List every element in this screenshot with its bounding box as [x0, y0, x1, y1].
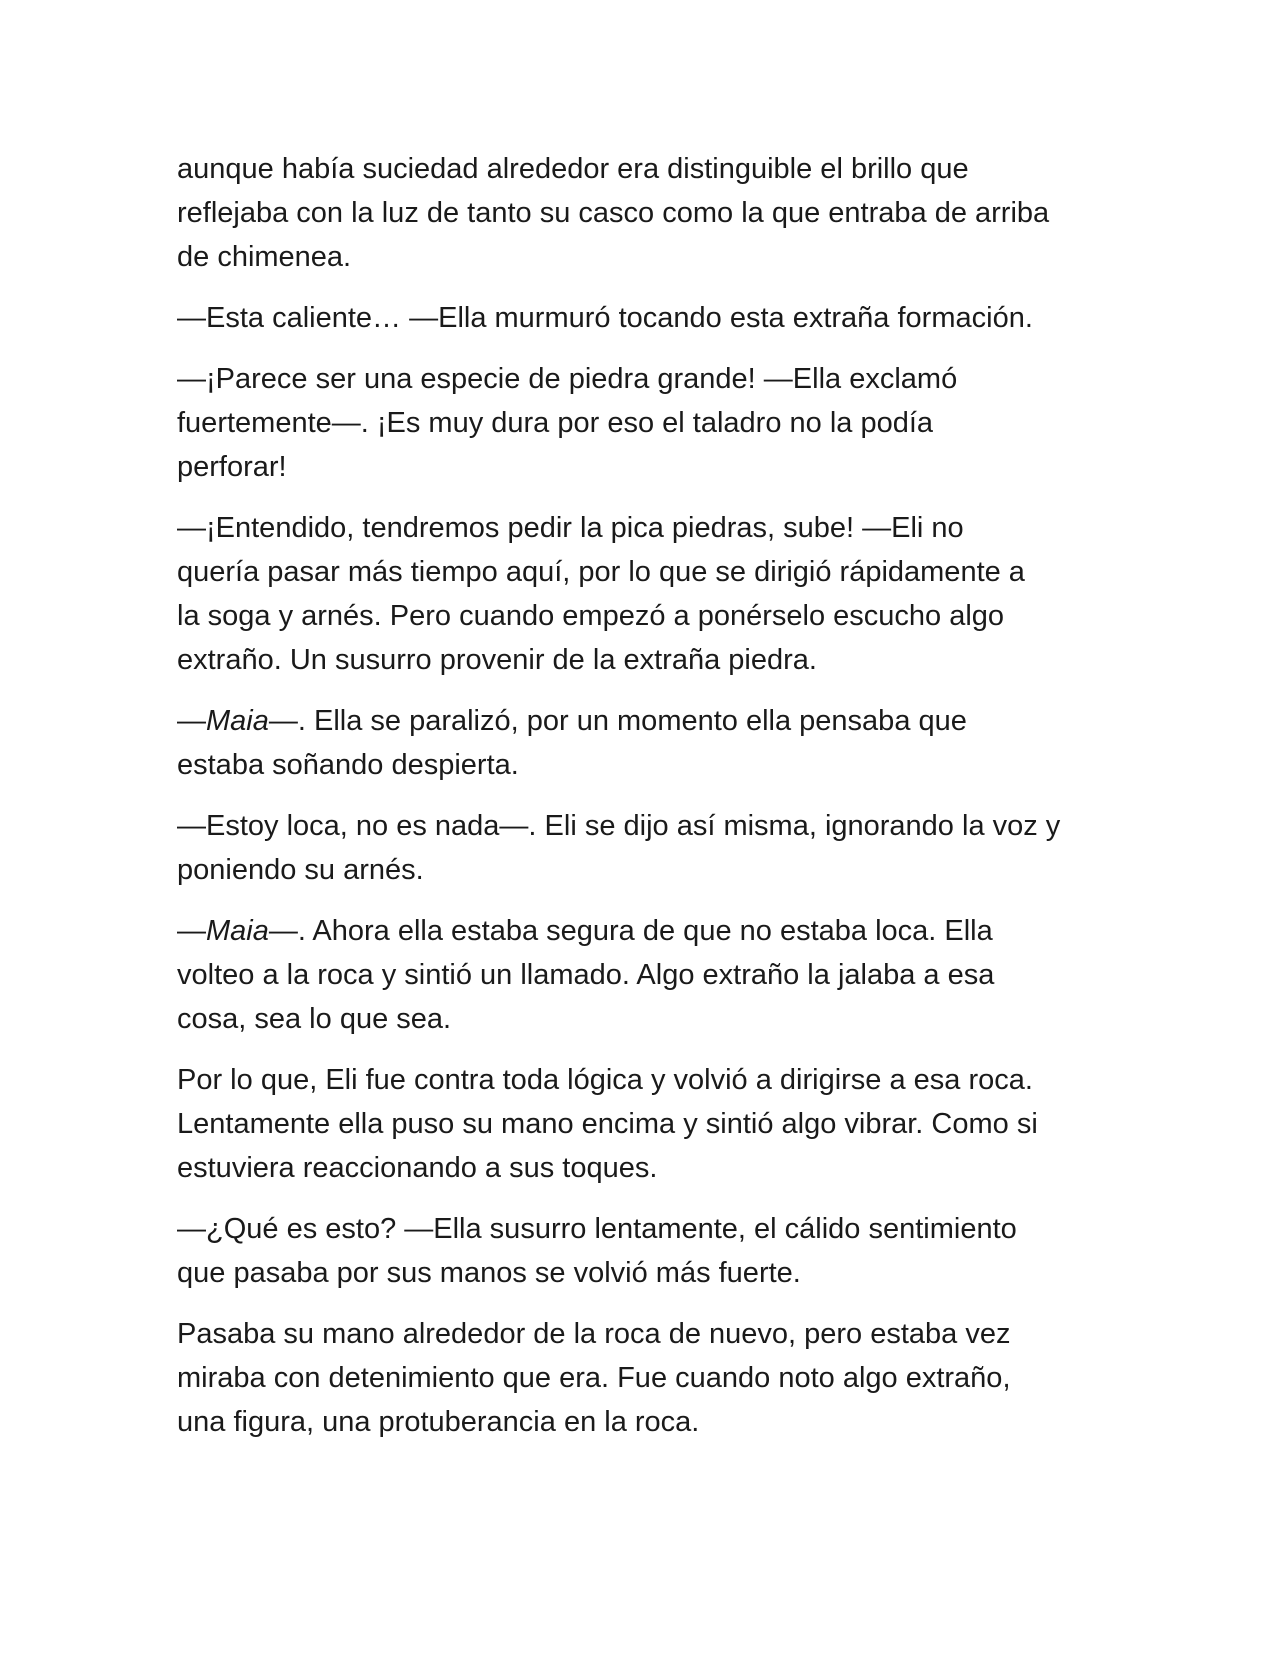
text-line: miraba con detenimiento que era. Fue cuando noto algo extraño,: [177, 1362, 1011, 1394]
paragraph-5: [177, 699, 1117, 787]
line-remainder: —. Ahora ella estaba segura de que no estaba loca. Ella: [268, 915, 993, 947]
document-body: [177, 147, 1117, 1461]
text-line: poniendo su arnés.: [177, 854, 424, 886]
text-line: cosa, sea lo que sea.: [177, 1003, 452, 1035]
paragraph-4: [177, 506, 1117, 682]
paragraph-8: [177, 1058, 1117, 1190]
paragraph-9: [177, 1207, 1117, 1295]
line-remainder: —. Ella se paralizó, por un momento ella pensaba que: [268, 705, 967, 737]
text-line: [177, 699, 1117, 743]
text-line: —Estoy loca, no es nada—. Eli se dijo así misma, ignorando la voz y: [177, 810, 1061, 842]
paragraph-10: [177, 1312, 1117, 1444]
paragraph-6: [177, 804, 1117, 892]
text-line: [177, 909, 1117, 953]
text-line: de chimenea.: [177, 241, 352, 273]
paragraph-2: [177, 296, 1117, 340]
text-line: reflejaba con la luz de tanto su casco como la que entraba de arriba: [177, 197, 1050, 229]
italic-name: Maia: [206, 915, 269, 947]
text-line: aunque había suciedad alrededor era distinguible el brillo que: [177, 153, 969, 185]
text-line: volteo a la roca y sintió un llamado. Algo extraño la jalaba a esa: [177, 959, 995, 991]
text-line: la soga y arnés. Pero cuando empezó a ponérselo escucho algo: [177, 600, 1005, 632]
dash-prefix: —: [177, 705, 206, 737]
text-line: extraño. Un susurro provenir de la extraña piedra.: [177, 644, 817, 676]
paragraph-7: [177, 909, 1117, 1041]
text-line: —¡Entendido, tendremos pedir la pica piedras, sube! —Eli no: [177, 512, 964, 544]
text-line: quería pasar más tiempo aquí, por lo que se dirigió rápidamente a: [177, 556, 1025, 588]
text-line: —Esta caliente… —Ella murmuró tocando esta extraña formación.: [177, 302, 1033, 334]
dash-prefix: —: [177, 915, 206, 947]
text-line: estuviera reaccionando a sus toques.: [177, 1152, 658, 1184]
text-line: —¡Parece ser una especie de piedra grande! —Ella exclamó: [177, 363, 958, 395]
paragraph-1: [177, 147, 1117, 279]
text-line: una figura, una protuberancia en la roca.: [177, 1406, 700, 1438]
italic-name: Maia: [206, 705, 269, 737]
text-line: perforar!: [177, 451, 287, 483]
text-line: —¿Qué es esto? —Ella susurro lentamente, el cálido sentimiento: [177, 1213, 1017, 1245]
text-line: estaba soñando despierta.: [177, 749, 519, 781]
text-line: Por lo que, Eli fue contra toda lógica y volvió a dirigirse a esa roca.: [177, 1064, 1033, 1096]
text-line: que pasaba por sus manos se volvió más fuerte.: [177, 1257, 801, 1289]
text-line: Lentamente ella puso su mano encima y sintió algo vibrar. Como si: [177, 1108, 1038, 1140]
paragraph-3: [177, 357, 1117, 489]
text-line: Pasaba su mano alrededor de la roca de nuevo, pero estaba vez: [177, 1318, 1011, 1350]
text-line: fuertemente—. ¡Es muy dura por eso el taladro no la podía: [177, 407, 934, 439]
